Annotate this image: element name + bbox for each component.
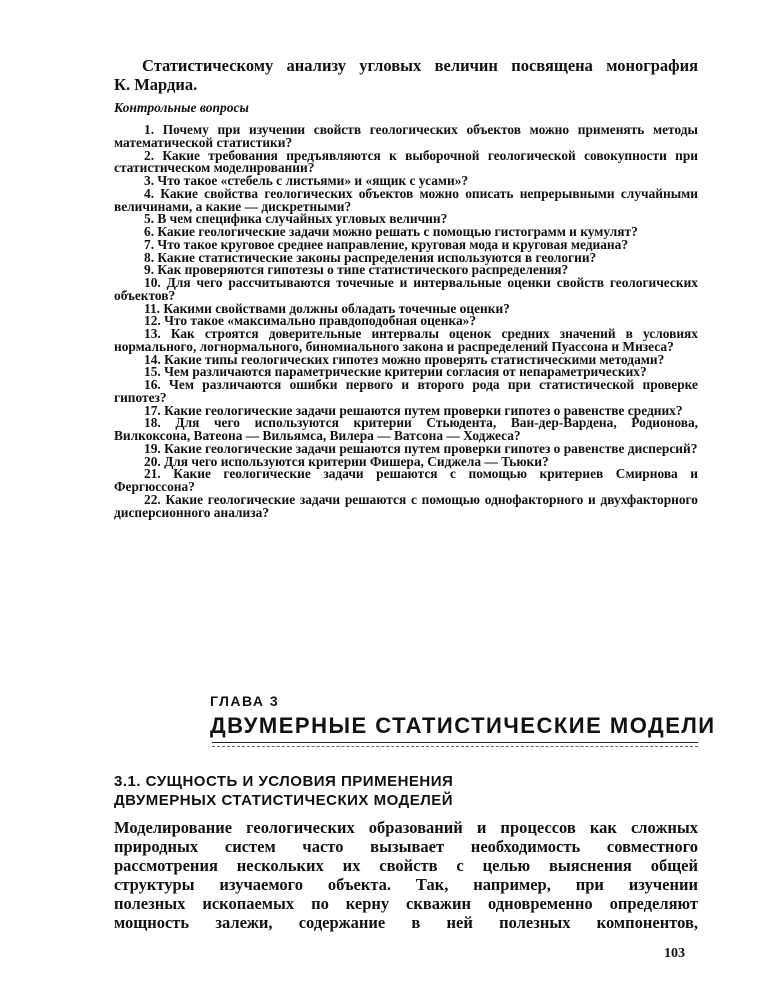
section-title-line-2: ДВУМЕРНЫХ СТАТИСТИЧЕСКИХ МОДЕЛЕЙ bbox=[114, 792, 454, 809]
question-item: 21. Какие геологические задачи решаются с помощью критериев Смирнова и Фергюссона? bbox=[114, 466, 698, 494]
page-number: 103 bbox=[664, 946, 685, 961]
chapter-rule bbox=[212, 742, 698, 743]
body-line: природных систем часто вызывает необходимость совместного bbox=[114, 837, 698, 856]
intro-paragraph bbox=[114, 56, 698, 94]
question-item: 8. Какие статистические законы распределения используются в геологии? bbox=[144, 249, 597, 265]
question-item: 7. Что такое круговое среднее направление, круговая мода и круговая медиана? bbox=[144, 236, 629, 252]
question-item: 2. Какие требования предъявляются к выборочной геологической совокупности при статистическом моделировании? bbox=[114, 147, 698, 176]
body-line: структуры изучаемого объекта. Так, например, при изучении bbox=[114, 875, 698, 894]
question-item: 15. Чем различаются параметрические критерии согласия от непараметрических? bbox=[144, 364, 647, 380]
question-item: 6. Какие геологические задачи можно решать с помощью гистограмм и кумулят? bbox=[144, 224, 638, 239]
question-item: 3. Что такое «стебель с листьями» и «ящик с усами»? bbox=[144, 173, 469, 188]
question-item: 11. Какими свойствами должны обладать точечные оценки? bbox=[144, 300, 510, 316]
chapter-rule-secondary bbox=[212, 746, 698, 747]
section-title-line-1: 3.1. СУЩНОСТЬ И УСЛОВИЯ ПРИМЕНЕНИЯ bbox=[114, 773, 454, 790]
question-item: 17. Какие геологические задачи решаются путем проверки гипотез о равенстве средних? bbox=[144, 402, 683, 418]
section-title bbox=[114, 772, 453, 810]
body-paragraph bbox=[114, 818, 698, 932]
body-line: мощность залежи, содержание в ней полезных компонентов, bbox=[114, 913, 698, 932]
question-item: 14. Какие типы геологических гипотез можно проверять статистическими методами? bbox=[144, 351, 665, 367]
question-item: 12. Что такое «максимально правдоподобная оценка»? bbox=[144, 313, 477, 329]
intro-line-2: К. Мардиа. bbox=[114, 75, 198, 94]
question-item: 4. Какие свойства геологических объектов можно описать непрерывными случайными величинами, а какие — дискретными? bbox=[114, 185, 698, 214]
question-item: 18. Для чего используются критерии Стьюдента, Ван-дер-Вардена, Родионова, Вилкоксона, Ватеона — Вильямса, Вилера — Ватсона — Ходжеса? bbox=[114, 415, 698, 443]
body-line: Моделирование геологических образований и процессов как сложных bbox=[114, 818, 698, 837]
question-item: 19. Какие геологические задачи решаются путем проверки гипотез о равенстве дисперсий? bbox=[144, 440, 698, 456]
question-item: 5. В чем специфика случайных угловых величин? bbox=[144, 211, 448, 227]
question-item: 1. Почему при изучении свойств геологических объектов можно применять методы математической статистики? bbox=[114, 122, 698, 150]
chapter-title: ДВУМЕРНЫЕ СТАТИСТИЧЕСКИЕ МОДЕЛИ bbox=[210, 713, 716, 738]
body-line: полезных ископаемых по керну скважин одновременно определяют bbox=[114, 894, 698, 913]
questions-list bbox=[114, 124, 698, 519]
body-line: рассмотрения нескольких их свойств с целью выяснения общей bbox=[114, 856, 698, 875]
question-item: 16. Чем различаются ошибки первого и второго рода при статистической проверке гипотез? bbox=[114, 377, 698, 405]
question-item: 13. Как строятся доверительные интервалы оценок средних значений в условиях нормального, логнормального, биномиального закона и распределений Пуассона и Мизеса? bbox=[114, 326, 698, 354]
questions-heading: Контрольные вопросы bbox=[114, 100, 249, 115]
question-item: 22. Какие геологические задачи решаются с помощью однофакторного и двухфакторного дисперсионного анализа? bbox=[114, 491, 698, 520]
question-item: 9. Как проверяются гипотезы о типе статистического распределения? bbox=[144, 262, 569, 278]
chapter-label: ГЛАВА 3 bbox=[210, 693, 280, 709]
question-item: 20. Для чего используются критерии Фишера, Сиджела — Тьюки? bbox=[144, 453, 549, 469]
intro-line-1: Статистическому анализу угловых величин посвящена монография bbox=[142, 56, 698, 75]
question-item: 10. Для чего рассчитываются точечные и интервальные оценки свойств геологических объектов? bbox=[114, 275, 698, 303]
